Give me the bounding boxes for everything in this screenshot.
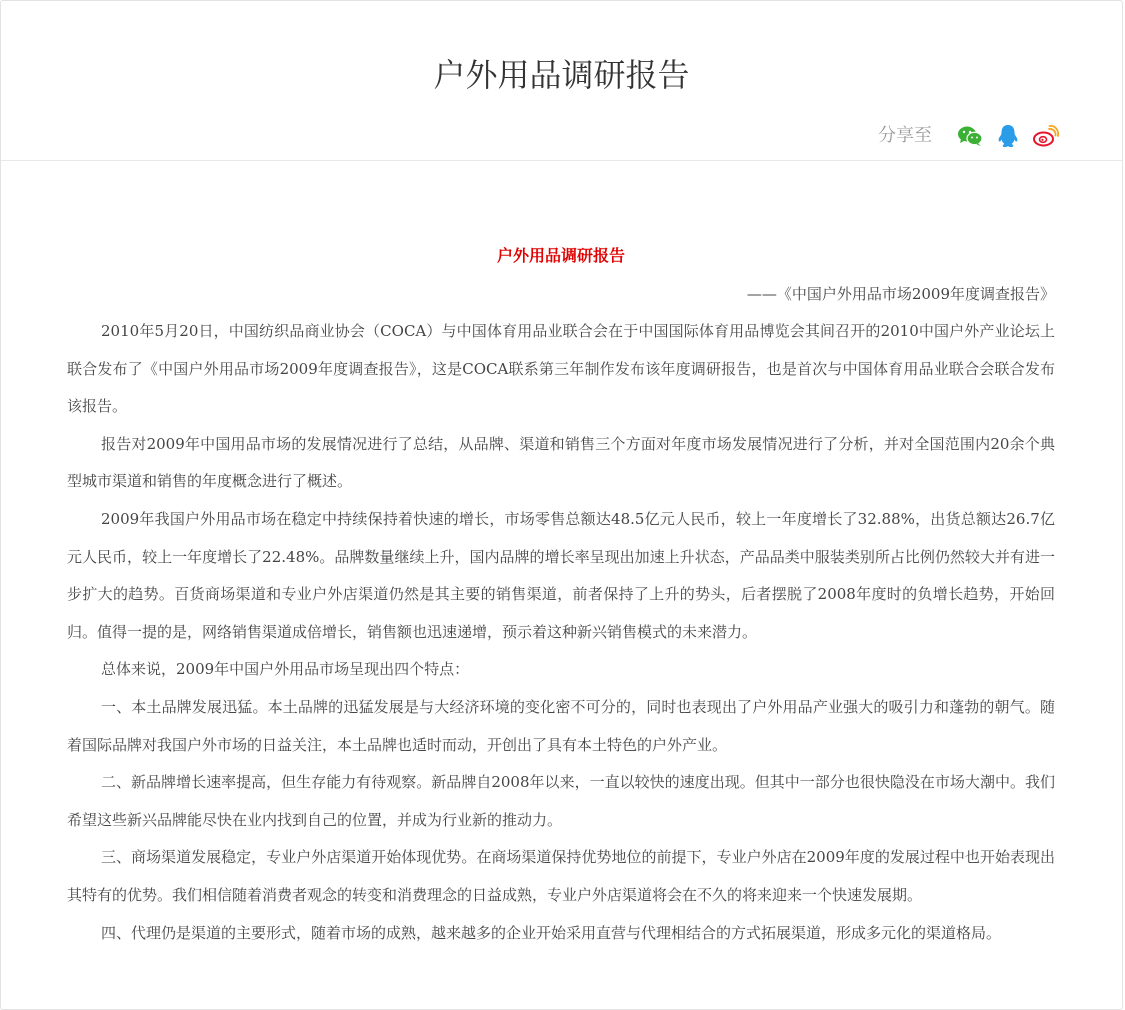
share-weibo-button[interactable] (1032, 122, 1060, 150)
page-title: 户外用品调研报告 (433, 56, 690, 94)
paragraph: 2010年5月20日，中国纺织品商业协会（COCA）与中国体育用品业联合会在于中国国际体育用品博览会其间召开的2010中国户外产业论坛上联合发布了《中国户外用品市场2009年度调查报告》，这是COCA联系第三年制作发布该年度调研报告，也是首次与中国体育用品业联合会联合发布该报告。 (67, 322, 1055, 416)
qq-penguin-icon (997, 124, 1019, 148)
article-body (67, 237, 1055, 952)
weibo-icon (1033, 125, 1059, 147)
paragraph: 总体来说，2009年中国户外用品市场呈现出四个特点： (101, 660, 470, 679)
paragraph: 四、代理仍是渠道的主要形式，随着市场的成熟，越来越多的企业开始采用直营与代理相结合的方式拓展渠道，形成多元化的渠道格局。 (101, 923, 1002, 942)
share-qq-button[interactable] (994, 122, 1022, 150)
article-heading: 户外用品调研报告 (496, 246, 625, 265)
share-bar (878, 120, 1060, 152)
paragraph: 报告对2009年中国用品市场的发展情况进行了总结，从品牌、渠道和销售三个方面对年度市场发展情况进行了分析，并对全国范围内20余个典型城市渠道和销售的年度概念进行了概述。 (67, 434, 1055, 491)
paragraph: 2009年我国户外用品市场在稳定中持续保持着快速的增长，市场零售总额达48.5亿元人民币，较上一年度增长了32.88%，出货总额达26.7亿元人民币，较上一年度增长了22.48%。品牌数量继续上升，国内品牌的增长率呈现出加速上升状态，产品品类中服装类别所占比例仍然较大并有进一步扩大的趋势。百货商场渠道和专业户外店渠道仍然是其主要的销售渠道，前者保持了上升的势头，后者摆脱了2008年度时的负增长趋势，开始回归。值得一提的是，网络销售渠道成倍增长，销售额也迅速递增，预示着这种新兴销售模式的未来潜力。 (67, 509, 1055, 641)
paragraph: 一、本土品牌发展迅猛。本土品牌的迅猛发展是与大经济环境的变化密不可分的，同时也表现出了户外用品产业强大的吸引力和蓬勃的朝气。随着国际品牌对我国户外市场的日益关注，本土品牌也适时而动，开创出了具有本土特色的户外产业。 (67, 697, 1055, 754)
share-wechat-button[interactable] (956, 122, 984, 150)
paragraph: 三、商场渠道发展稳定，专业户外店渠道开始体现优势。在商场渠道保持优势地位的前提下，专业户外店在2009年度的发展过程中也开始表现出其特有的优势。我们相信随着消费者观念的转变和消费理念的日益成熟，专业户外店渠道将会在不久的将来迎来一个快速发展期。 (67, 848, 1055, 904)
article-source: ——《中国户外用品市场2009年度调查报告》 (746, 285, 1055, 303)
share-label: 分享至 (878, 125, 932, 146)
paragraph: 二、新品牌增长速率提高，但生存能力有待观察。新品牌自2008年以来，一直以较快的速度出现。但其中一部分也很快隐没在市场大潮中。我们希望这些新兴品牌能尽快在业内找到自己的位置，并成为行业新的推动力。 (67, 773, 1055, 829)
page-header (1, 1, 1122, 161)
wechat-icon (957, 125, 983, 147)
